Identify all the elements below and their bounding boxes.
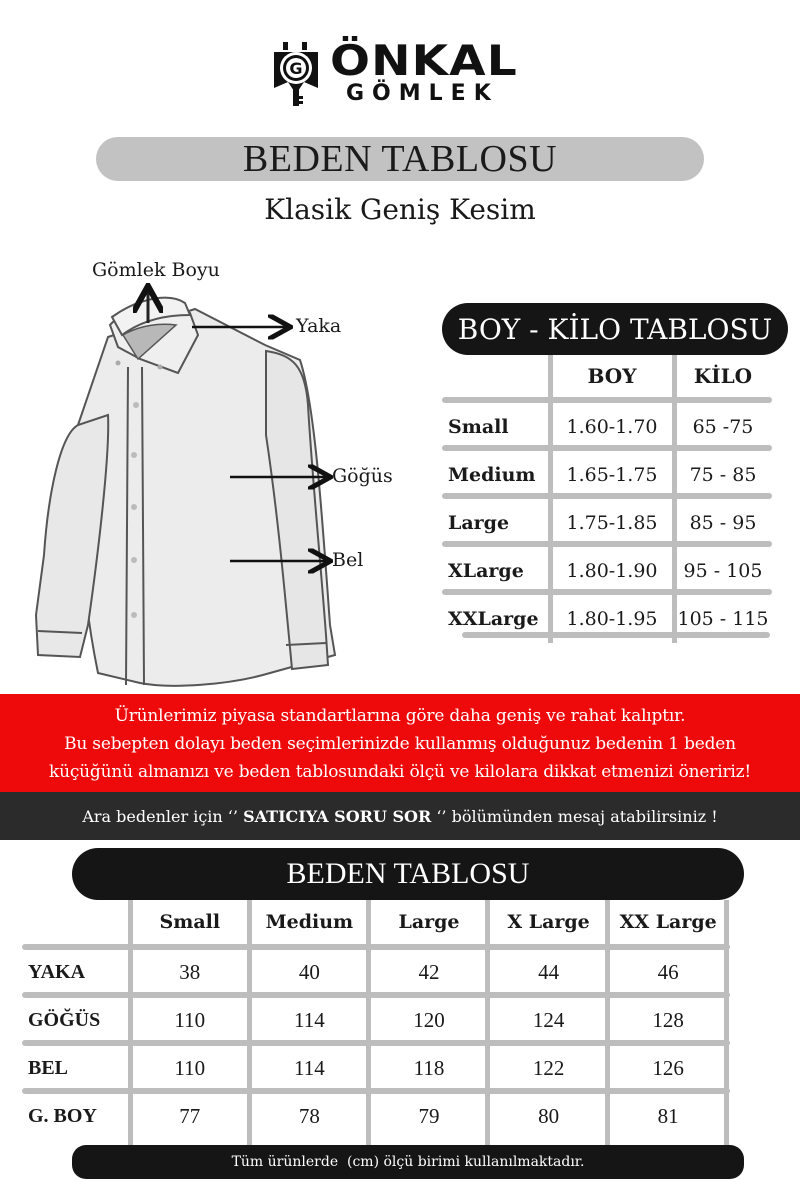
value-cell: 126 — [652, 1055, 684, 1080]
value-cell: 118 — [413, 1055, 445, 1080]
unit-footnote-banner — [72, 1145, 744, 1179]
header-cell: Small — [159, 911, 221, 933]
value-cell: 79 — [418, 1103, 440, 1128]
table-row — [442, 499, 772, 547]
table-row — [442, 403, 772, 451]
fit-notice-banner — [0, 694, 800, 792]
size-cell: XLarge — [448, 560, 524, 582]
header-cell: KİLO — [693, 364, 753, 388]
notice-line: Ürünlerimiz piyasa standartlarına göre daha geniş ve rahat kalıptır. — [114, 706, 686, 726]
size-cell: Small — [448, 416, 509, 438]
size-table-title: BEDEN TABLOSU — [286, 857, 530, 890]
grid-line — [22, 1088, 730, 1094]
shirt-diagram — [30, 255, 410, 695]
grid-line — [485, 900, 490, 1145]
value-cell: 44 — [538, 959, 560, 984]
ask-seller-suffix: ‘’ bölümünden mesaj atabilirsiniz ! — [431, 806, 718, 826]
brand-subtitle: GÖMLEK — [346, 81, 499, 106]
svg-text:G: G — [289, 59, 303, 78]
value-cell: 120 — [413, 1007, 445, 1032]
weight-cell: 65 -75 — [692, 416, 754, 438]
unit-footnote: Tüm ürünlerde (cm) ölçü birimi kullanılmaktadır. — [231, 1154, 585, 1170]
value-cell: 81 — [657, 1103, 679, 1128]
grid-line — [22, 992, 730, 998]
value-cell: 110 — [174, 1007, 206, 1032]
brand-emblem-icon — [270, 42, 322, 106]
grid-line — [724, 900, 729, 1145]
height-cell: 1.80-1.90 — [566, 560, 658, 582]
ask-seller-prefix: Ara bedenler için ‘’ — [82, 806, 244, 826]
label-chest: Göğüs — [332, 465, 393, 487]
value-cell: 110 — [174, 1055, 206, 1080]
boy-kilo-title-banner — [442, 303, 788, 355]
boy-kilo-title: BOY - KİLO TABLOSU — [457, 312, 773, 346]
value-cell: 77 — [179, 1103, 201, 1128]
weight-cell: 85 - 95 — [689, 512, 757, 534]
value-cell: 114 — [294, 1055, 325, 1080]
height-cell: 1.80-1.95 — [566, 608, 658, 630]
ask-seller-banner — [0, 792, 800, 840]
value-cell: 122 — [532, 1055, 565, 1080]
page-title: BEDEN TABLOSU — [242, 138, 558, 180]
header-cell: XX Large — [619, 911, 717, 933]
header-cell: X Large — [507, 911, 590, 933]
brand-name: ÖNKAL — [330, 36, 518, 85]
label-waist: Bel — [332, 549, 364, 571]
label-length: Gömlek Boyu — [92, 259, 220, 281]
table-row — [442, 451, 772, 499]
notice-line: küçüğünü almanızı ve beden tablosundaki ölçü ve kilolara dikkat etmenizi öneririz! — [48, 762, 752, 782]
grid-line — [22, 944, 730, 950]
value-cell: 124 — [532, 1007, 565, 1032]
value-cell: 114 — [294, 1007, 325, 1032]
height-cell: 1.75-1.85 — [566, 512, 658, 534]
size-cell: XXLarge — [448, 608, 539, 630]
measure-label: GÖĞÜS — [28, 1008, 101, 1031]
measure-label: G. BOY — [28, 1104, 97, 1127]
header-cell: BOY — [587, 364, 637, 388]
header-cell: Medium — [265, 911, 354, 933]
grid-line — [128, 900, 133, 1145]
boy-kilo-table — [442, 355, 772, 643]
size-table — [22, 900, 728, 1140]
label-collar: Yaka — [296, 315, 342, 337]
ask-seller-emphasis: SATICIYA SORU SOR — [243, 806, 432, 826]
value-cell: 128 — [652, 1007, 684, 1032]
weight-cell: 75 - 85 — [689, 464, 757, 486]
size-cell: Large — [448, 512, 510, 534]
value-cell: 78 — [298, 1103, 320, 1128]
height-cell: 1.65-1.75 — [566, 464, 658, 486]
brand-logo — [270, 38, 530, 108]
value-cell: 80 — [538, 1103, 560, 1128]
size-table-title-banner — [72, 848, 744, 900]
grid-line — [22, 1040, 730, 1046]
grid-line — [366, 900, 371, 1145]
value-cell: 42 — [418, 959, 440, 984]
page-subtitle: Klasik Geniş Kesim — [264, 193, 536, 226]
value-cell: 38 — [179, 959, 201, 984]
table-row — [442, 547, 772, 595]
value-cell: 40 — [298, 959, 320, 984]
notice-line: Bu sebepten dolayı beden seçimlerinizde kullanmış olduğunuz bedenin 1 beden — [64, 734, 736, 754]
table-row — [442, 595, 772, 643]
grid-line — [605, 900, 610, 1145]
size-cell: Medium — [448, 464, 536, 486]
page-title-banner — [96, 137, 704, 181]
header-cell: Large — [398, 911, 460, 933]
height-cell: 1.60-1.70 — [566, 416, 658, 438]
measure-label: YAKA — [28, 960, 86, 983]
weight-cell: 105 - 115 — [677, 608, 769, 630]
value-cell: 46 — [657, 959, 679, 984]
measure-label: BEL — [28, 1056, 69, 1079]
weight-cell: 95 - 105 — [683, 560, 763, 582]
table-header-row — [442, 355, 772, 397]
grid-line — [247, 900, 252, 1145]
